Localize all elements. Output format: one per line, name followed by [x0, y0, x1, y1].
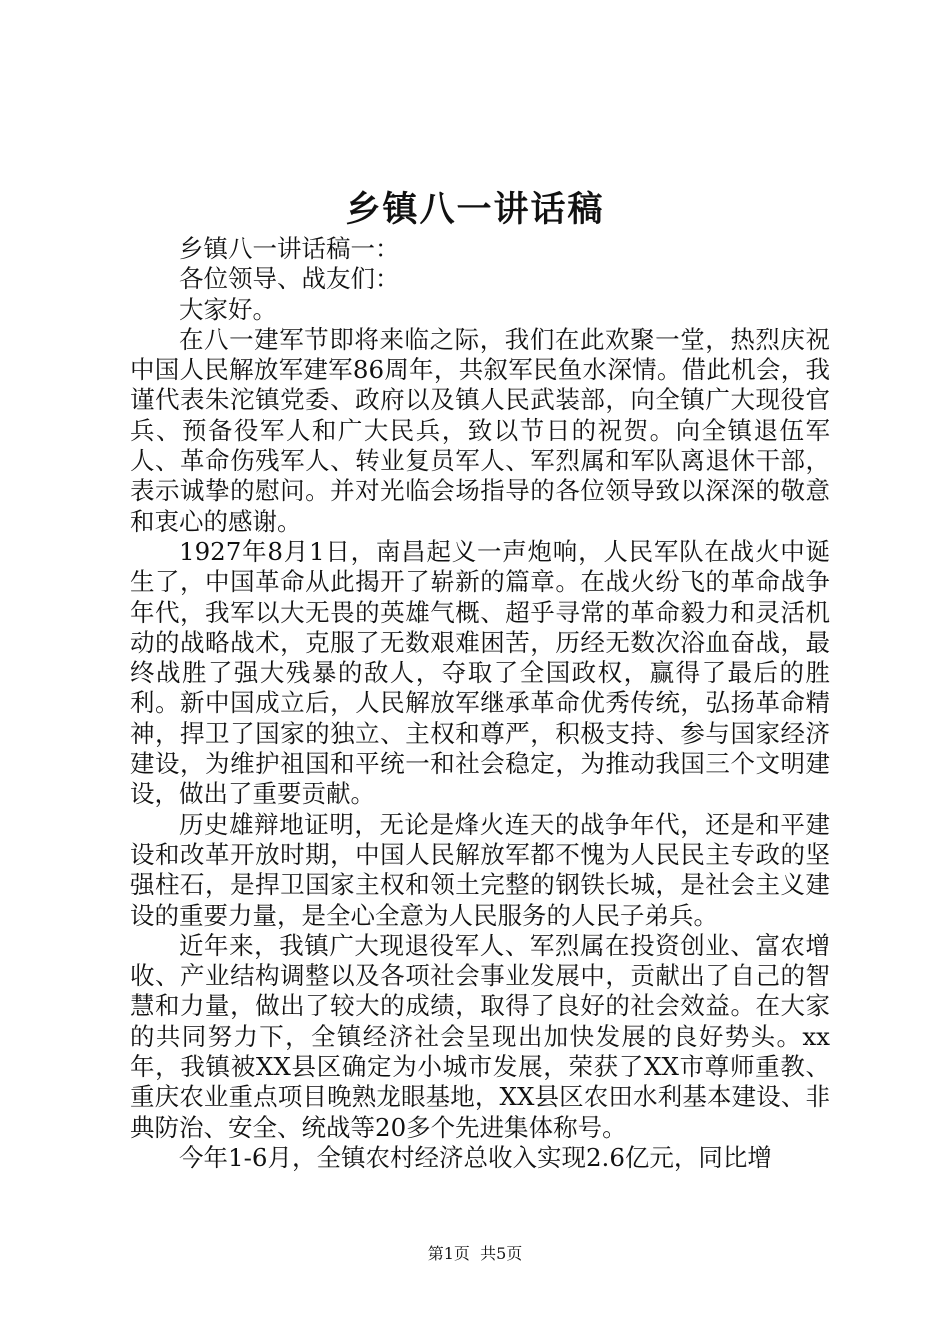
paragraph-greeting: 大家好。 [179, 294, 277, 324]
page-footer [0, 1244, 950, 1264]
paragraph: 近年来，我镇广大现退役军人、军烈属在投资创业、富农增收、产业结构调整以及各项社会事业发展中，贡献出了自己的智慧和力量，做出了较大的成绩，取得了良好的社会效益。在大家的共同努力下，全镇经济社会呈现出加快发展的良好势头。xx年，我镇被XX县区确定为小城市发展，荣获了XX市尊师重教、重庆农业重点项目晚熟龙眼基地，XX县区农田水利基本建设、非典防治、安全、统战等20多个先进集体称号。 [130, 930, 830, 1142]
paragraph-salutation: 各位领导、战友们： [179, 264, 400, 294]
document-title: 乡镇八一讲话稿 [345, 189, 605, 230]
paragraph: 今年1-6月，全镇农村经济总收入实现2.6亿元，同比增 [179, 1142, 772, 1172]
paragraph: 历史雄辩地证明，无论是烽火连天的战争年代，还是和平建设和改革开放时期，中国人民解放军都不愧为人民民主专政的坚强柱石，是捍卫国家主权和领土完整的钢铁长城，是社会主义建设的重要力量，是全心全意为人民服务的人民子弟兵。 [130, 809, 830, 930]
paragraph: 在八一建军节即将来临之际，我们在此欢聚一堂，热烈庆祝中国人民解放军建军86周年，共叙军民鱼水深情。借此机会，我谨代表朱沱镇党委、政府以及镇人民武装部，向全镇广大现役官兵、预备役军人和广大民兵，致以节日的祝贺。向全镇退伍军人、革命伤残军人、转业复员军人、军烈属和军队离退休干部，表示诚挚的慰问。并对光临会场指导的各位领导致以深深的敬意和衷心的感谢。 [130, 324, 830, 536]
page-number: 第1页 共5页 [427, 1244, 523, 1263]
document-body [130, 234, 830, 1173]
paragraph: 1927年8月1日，南昌起义一声炮响，人民军队在战火中诞生了，中国革命从此揭开了崭新的篇章。在战火纷飞的革命战争年代，我军以大无畏的英雄气概、超乎寻常的革命毅力和灵活机动的战略战术，克服了无数艰难困苦，历经无数次浴血奋战，最终战胜了强大残暴的敌人，夺取了全国政权，赢得了最后的胜利。新中国成立后，人民解放军继承革命优秀传统，弘扬革命精神，捍卫了国家的独立、主权和尊严，积极支持、参与国家经济建设，为维护祖国和平统一和社会稳定，为推动我国三个文明建设，做出了重要贡献。 [130, 536, 830, 809]
paragraph-subtitle: 乡镇八一讲话稿一： [179, 234, 400, 263]
